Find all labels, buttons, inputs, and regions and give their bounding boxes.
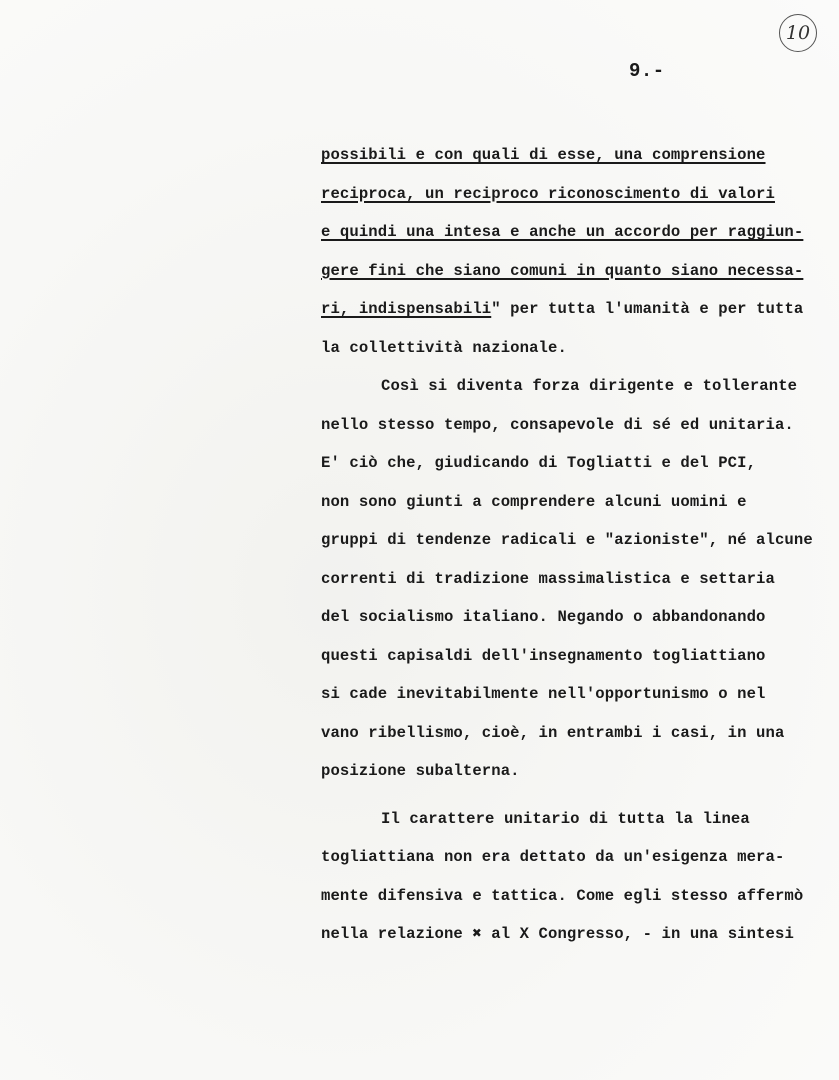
line-text: correnti di tradizione massimalistica e settaria: [321, 569, 775, 588]
text-line: [321, 915, 833, 954]
text-line: [321, 290, 833, 329]
text-line: [321, 714, 833, 753]
line-text: nello stesso tempo, consapevole di sé ed unitaria.: [321, 415, 794, 434]
text-line: [321, 838, 833, 877]
line-text: del socialismo italiano. Negando o abbandonando: [321, 608, 766, 626]
line-text: togliattiana non era dettato da un'esigenza mera-: [321, 848, 785, 866]
text-line: [321, 598, 833, 637]
typed-body-text: [321, 136, 833, 954]
paragraph-gap: [321, 791, 833, 800]
text-line: [321, 637, 833, 676]
text-line: [321, 560, 833, 599]
line-text: vano ribellismo, cioè, in entrambi i casi, in una: [321, 723, 785, 742]
text-line: [321, 675, 833, 714]
text-line: [321, 406, 833, 445]
underlined-text: gere fini che siano comuni in quanto siano necessa-: [321, 261, 804, 280]
paragraph-start-line: [321, 367, 833, 406]
text-line: [321, 329, 833, 368]
line-text: si cade inevitabilmente nell'opportunismo o nel: [321, 685, 766, 703]
text-line: [321, 444, 833, 483]
text-line: [321, 483, 833, 522]
text-line: [321, 521, 833, 560]
archive-page-stamp: [779, 14, 817, 52]
line-text: gruppi di tendenze radicali e "azioniste", né alcune: [321, 531, 813, 549]
line-text: Il carattere unitario di tutta la linea: [381, 809, 750, 828]
line-text: questi capisaldi dell'insegnamento togliattiano: [321, 646, 766, 665]
text-line: [321, 213, 833, 252]
line-text: non sono giunti a comprendere alcuni uomini e: [321, 492, 747, 511]
text-line: [321, 877, 833, 916]
underlined-text: ri, indispensabili: [321, 300, 492, 318]
stamp-number: 10: [785, 22, 811, 44]
line-text: mente difensiva e tattica. Come egli stesso affermò: [321, 886, 804, 905]
line-text: Così si diventa forza dirigente e tollerante: [381, 377, 798, 395]
text-line: [321, 752, 833, 791]
text-line: [321, 136, 833, 175]
line-text: nella relazione ✖ al X Congresso, - in una sintesi: [321, 925, 794, 943]
line-text: posizione subalterna.: [321, 762, 520, 780]
underlined-text: e quindi una intesa e anche un accordo per raggiun-: [321, 223, 804, 241]
line-text: " per tutta l'umanità e per tutta: [491, 300, 804, 318]
text-line: [321, 175, 833, 214]
line-text: E' ciò che, giudicando di Togliatti e del PCI,: [321, 454, 757, 472]
underlined-text: possibili e con quali di esse, una comprensione: [321, 146, 766, 164]
paragraph-start-line: [321, 800, 833, 839]
text-line: [321, 252, 833, 291]
underlined-text: reciproca, un reciproco riconoscimento di valori: [321, 184, 775, 203]
page-number: 9.-: [629, 60, 665, 82]
line-text: la collettività nazionale.: [321, 338, 567, 357]
